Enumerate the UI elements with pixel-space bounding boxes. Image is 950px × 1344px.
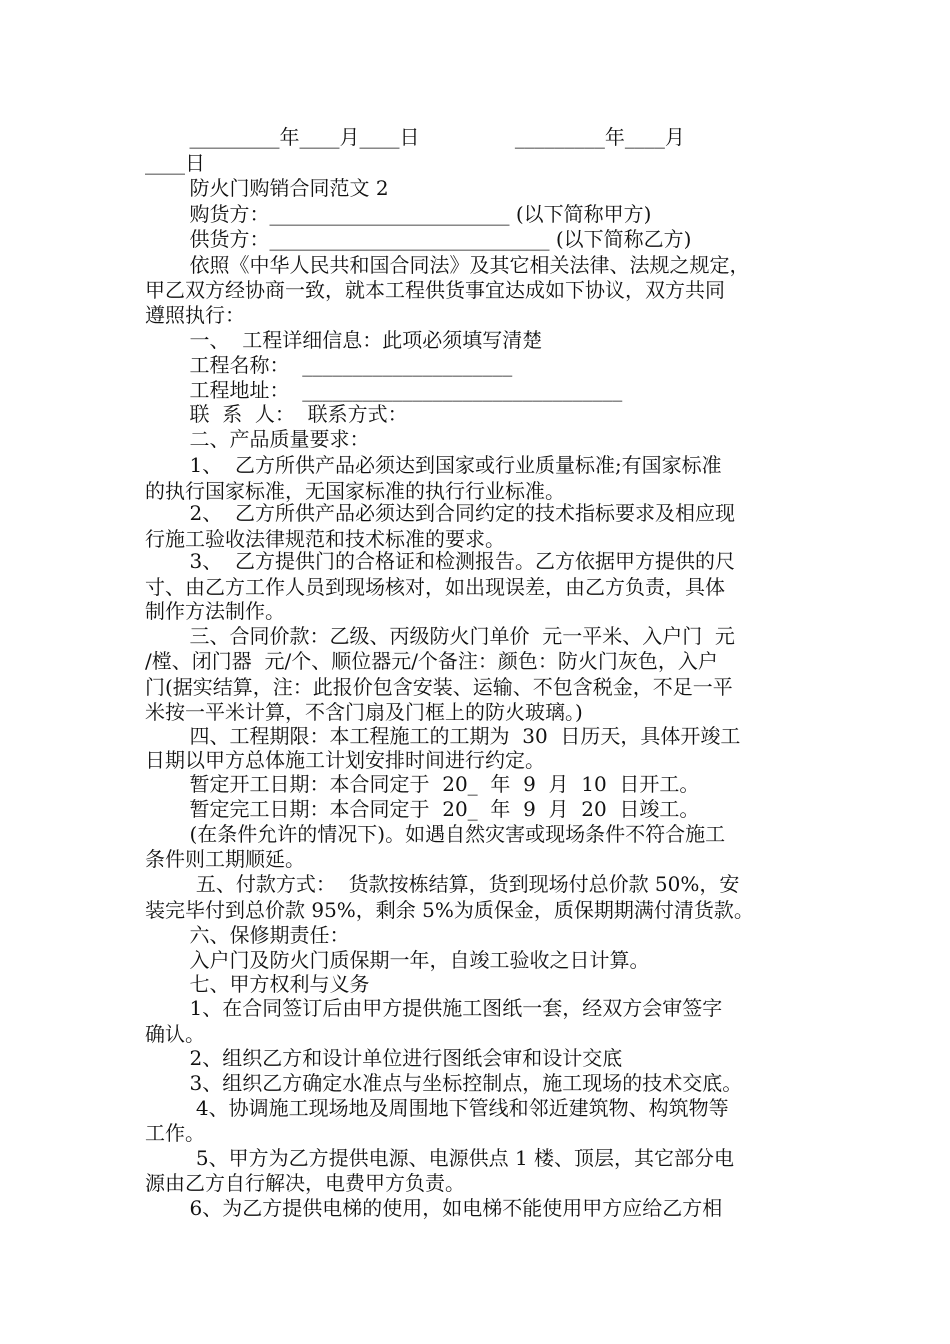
- text-line: 1、在合同签订后由甲方提供施工图纸一套，经双方会审签字: [145, 996, 723, 1020]
- text-line: 源由乙方自行解决，电费甲方负责。: [145, 1171, 465, 1195]
- section-heading: 六、保修期责任：: [145, 923, 350, 947]
- section-heading: 四、工程期限：本工程施工的工期为 30 日历天，具体开竣工: [145, 724, 741, 748]
- section-heading: 七、甲方权利与义务: [145, 972, 370, 996]
- section-heading: 三、合同价款：乙级、丙级防火门单价 元一平米、入户门 元: [145, 624, 735, 648]
- text-line: 3、 乙方提供门的合格证和检测报告。乙方依据甲方提供的尺: [145, 549, 735, 573]
- text-line: 米按一平米计算，不含门扇及门框上的防火玻璃。): [145, 700, 583, 724]
- start-date-line: 暂定开工日期：本合同定于 20_ 年 9 月 10 日开工。: [145, 772, 700, 796]
- text-line: 门(据实结算，注：此报价包含安装、运输、不包含税金，不足一平: [145, 675, 733, 699]
- text-line: 制作方法制作。: [145, 599, 285, 623]
- text-line: 工作。: [145, 1121, 205, 1145]
- text-line: 依照《中华人民共和国合同法》及其它相关法律、法规之规定，: [145, 253, 750, 277]
- text-line: 日期以甲方总体施工计划安排时间进行约定。: [145, 748, 545, 772]
- text-line: 确认。: [145, 1022, 205, 1046]
- text-line: ____日: [145, 151, 205, 175]
- end-date-line: 暂定完工日期：本合同定于 20_ 年 9 月 20 日竣工。: [145, 797, 700, 821]
- text-line: 寸、由乙方工作人员到现场核对，如出现误差，由乙方负责，具体: [145, 575, 725, 599]
- text-line: 2、 乙方所供产品必须达到合同约定的技术指标要求及相应现: [145, 501, 735, 525]
- text-line: 遵照执行：: [145, 303, 245, 327]
- text-line: 装完毕付到总价款 95%，剩余 5%为质保金，质保期期满付清货款。: [145, 898, 754, 922]
- text-line: 1、 乙方所供产品必须达到国家或行业质量标准;有国家标准: [145, 453, 722, 477]
- contact-field: 联 系 人： 联系方式：: [145, 402, 408, 426]
- text-line: 2、组织乙方和设计单位进行图纸会审和设计交底: [145, 1046, 623, 1070]
- text-line: 4、协调施工现场地及周围地下管线和邻近建筑物、构筑物等: [145, 1096, 729, 1120]
- project-address-field: 工程地址： ________________________________: [145, 378, 623, 402]
- section-heading: 一、 工程详细信息：此项必须填写清楚: [145, 328, 543, 352]
- text-line: 6、为乙方提供电梯的使用，如电梯不能使用甲方应给乙方相: [145, 1196, 723, 1220]
- text-line: _________年____月____日 _________年____月: [145, 125, 685, 149]
- text-line: /樘、闭门器 元/个、顺位器元/个备注：颜色：防火门灰色，入户: [145, 649, 718, 673]
- text-line: (在条件允许的情况下)。如遇自然灾害或现场条件不符合施工: [145, 822, 726, 846]
- text-line: 的执行国家标准，无国家标准的执行行业标准。: [145, 479, 565, 503]
- text-line: 5、甲方为乙方提供电源、电源供点 1 楼、顶层，其它部分电: [145, 1146, 735, 1170]
- text-line: 条件则工期顺延。: [145, 847, 305, 871]
- document-title: 防火门购销合同范文 2: [145, 176, 389, 200]
- text-line: 行施工验收法律规范和技术标准的要求。: [145, 527, 505, 551]
- project-name-field: 工程名称： _____________________: [145, 353, 513, 377]
- text-line: 入户门及防火门质保期一年，自竣工验收之日计算。: [145, 948, 650, 972]
- text-line: 3、组织乙方确定水准点与坐标控制点，施工现场的技术交底。: [145, 1071, 743, 1095]
- text-line: 甲乙双方经协商一致，就本工程供货事宜达成如下协议，双方共同: [145, 278, 725, 302]
- section-heading: 二、产品质量要求：: [145, 427, 370, 451]
- buyer-field: 购货方：________________________ (以下简称甲方): [145, 202, 652, 226]
- supplier-field: 供货方：____________________________ (以下简称乙方): [145, 227, 692, 251]
- section-heading: 五、付款方式： 货款按栋结算，货到现场付总价款 50%，安: [145, 872, 740, 896]
